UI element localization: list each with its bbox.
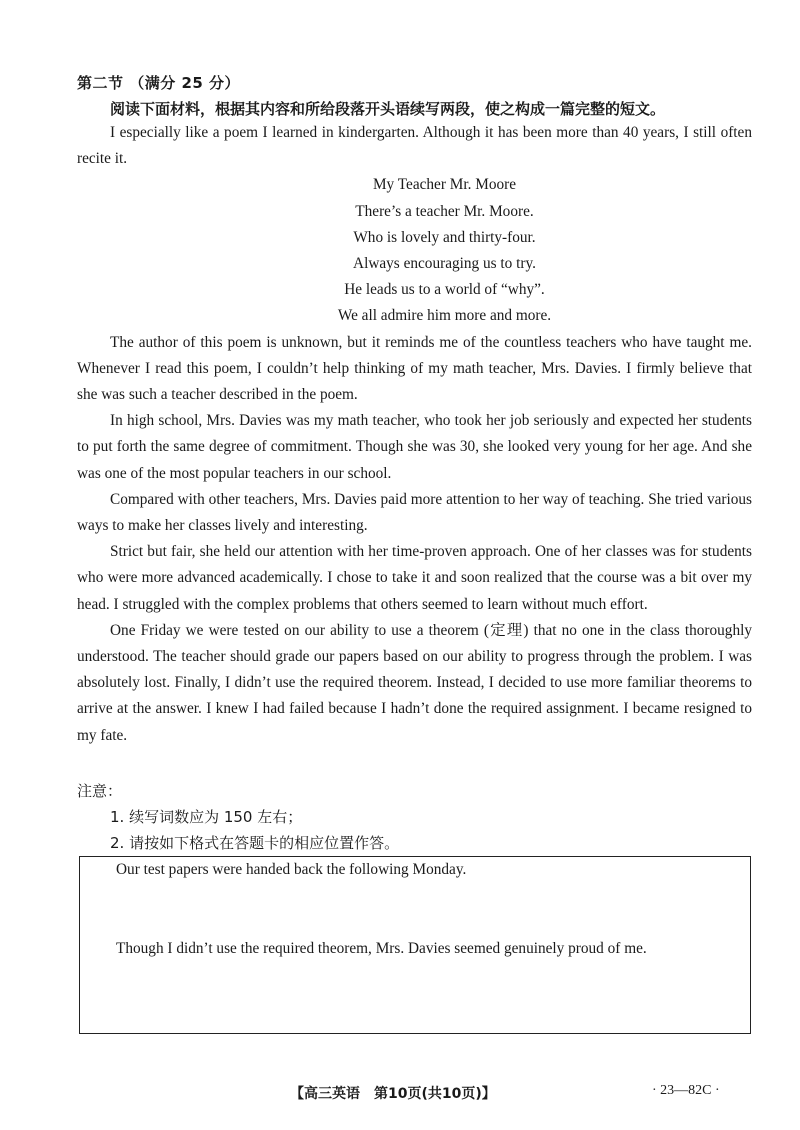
passage-paragraph: One Friday we were tested on our ability to use a theorem (定理) that no one in the class thoroughly understood. The teacher should grade our papers based on our ability to progress through the problem. I was absolutely lost. Finally, I didn’t use the required theorem. Instead, I decided to use more familiar theorems to arrive at the answer. I knew I had failed because I hadn’t done the required assignment. I became resigned to my fate.: [77, 621, 752, 744]
poem-line: Always encouraging us to try.: [353, 255, 536, 273]
poem-title: My Teacher Mr. Moore: [372, 176, 517, 194]
page-footer-code: · 23—82C ·: [652, 1083, 720, 1098]
poem-line: We all admire him more and more.: [337, 307, 552, 325]
note-item: 1. 续写词数应为 150 左右；: [110, 808, 303, 826]
poem-line: There’s a teacher Mr. Moore.: [355, 202, 534, 220]
poem-line: Who is lovely and thirty-four.: [353, 228, 536, 246]
passage-paragraph: Strict but fair, she held our attention with her time-proven approach. One of her classes was for students who were more advanced academically. I chose to take it and soon realized that the course was a bit over my head. I struggled with the complex problems that others seemed to learn without much effort.: [77, 543, 752, 613]
instruction-text: 阅读下面材料，根据其内容和所给段落开头语续写两段，使之构成一篇完整的短文。: [110, 100, 666, 118]
poem: [77, 172, 752, 329]
answer-opening-2: Though I didn’t use the required theorem, Mrs. Davies seemed genuinely proud of me.: [116, 940, 647, 957]
passage-paragraph: In high school, Mrs. Davies was my math teacher, who took her job seriously and expected her students to put forth the same degree of commitment. Though she was 30, she looked very young for her age. And she was one of the most popular teachers in our school.: [77, 412, 752, 482]
note-item: 2. 请按如下格式在答题卡的相应位置作答。: [110, 834, 400, 852]
notes-label: 注意：: [77, 782, 123, 800]
section-title: 第二节 （满分 25 分）: [77, 74, 241, 92]
answer-box: [79, 856, 751, 1034]
reading-passage: [77, 120, 752, 749]
page-footer-title: 【高三英语 第10页(共10页)】: [290, 1086, 496, 1102]
poem-line: He leads us to a world of “why”.: [344, 281, 545, 299]
passage-paragraph: Compared with other teachers, Mrs. Davies paid more attention to her way of teaching. She tried various ways to make her classes lively and interesting.: [77, 490, 752, 535]
passage-paragraph: The author of this poem is unknown, but it reminds me of the countless teachers who have taught me. Whenever I read this poem, I couldn’t help thinking of my math teacher, Mrs. Davies. I firmly believe that she was such a teacher described in the poem.: [77, 333, 752, 404]
answer-opening-1: Our test papers were handed back the following Monday.: [116, 861, 467, 878]
intro-paragraph: I especially like a poem I learned in kindergarten. Although it has been more than 40 years, I still often recite it.: [77, 124, 752, 168]
